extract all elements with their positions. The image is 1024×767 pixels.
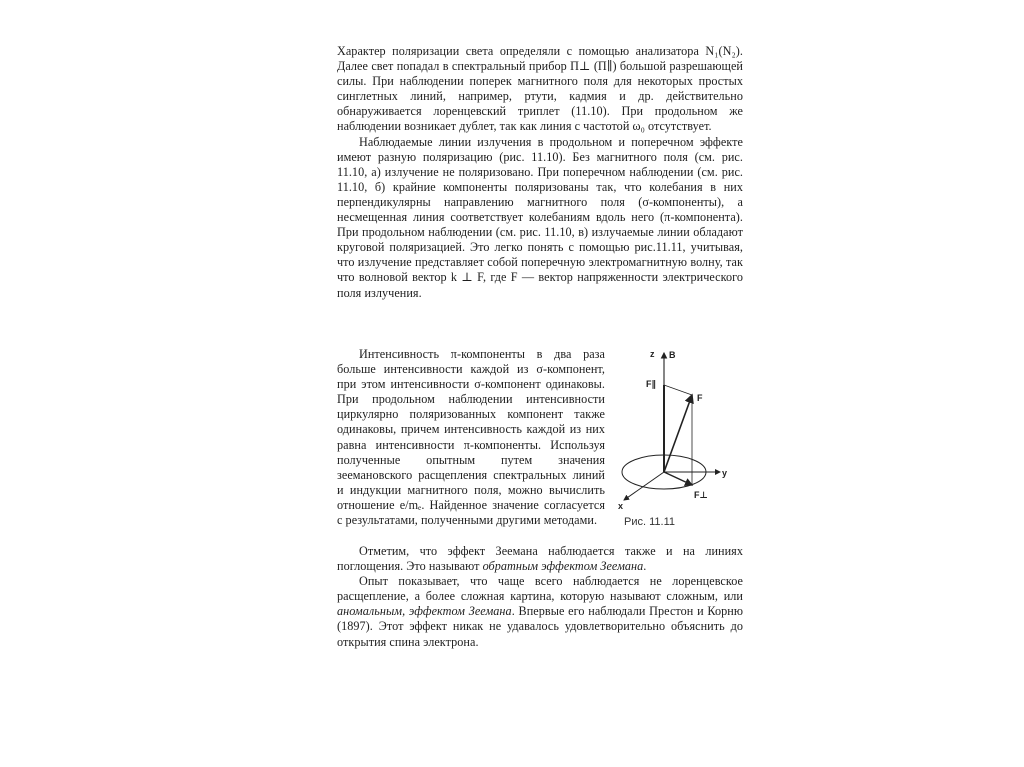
label-B: B bbox=[669, 350, 676, 360]
anomalous-effect-end: . Впервые его наблюдали Престон и Корню (1897). Этот эффект никак не удавалось удовлетворительно объяснить до открытия спина электрона. bbox=[337, 604, 744, 649]
vector-diagram bbox=[600, 345, 750, 515]
inverse-effect-text: Отметим, что эффект Зеемана наблюдается также и на линиях поглощения. Это называют bbox=[337, 544, 743, 574]
f-perp-vector bbox=[664, 472, 692, 485]
text-block-top bbox=[337, 44, 743, 301]
paragraph-emission-lines: Наблюдаемые линии излучения в продольном и поперечном эффекте имеют разную поляризацию (рис. 11.10). Без магнитного поля (см. рис. 11.10, а) излучение не поляризовано. При поперечном наблюдении (см. рис. 11.10, б) крайние компоненты поляризованы так, что колебания в них перпендикулярны направлению магнитного поля (σ-компоненты), а несмещенная линия соответствует колебаниям вдоль него (π-компонента). При продольном наблюдении (см. рис. 11.10, в) излучаемые линии обладают круговой поляризацией. Это легко понять с помощью рис.11.11, учитывая, что излучение представляет собой поперечную электромагнитную волну, так что волновой вектор k ⊥ F, где F — вектор напряженности электрического поля излучения. bbox=[337, 134, 743, 300]
inverse-effect-end: . bbox=[643, 559, 647, 574]
paragraph-inverse-effect bbox=[337, 544, 743, 574]
paragraph-anomalous-effect bbox=[337, 574, 743, 649]
helper-line-top bbox=[664, 385, 692, 395]
label-F-parallel: F∥ bbox=[646, 379, 656, 389]
label-x: x bbox=[618, 501, 624, 511]
x-axis bbox=[624, 472, 664, 500]
figure-caption: Рис. 11.11 bbox=[624, 516, 675, 528]
text-block-intensity bbox=[337, 347, 605, 528]
label-z: z bbox=[650, 349, 655, 359]
anomalous-effect-term: аномальным, эффектом Зеемана bbox=[337, 604, 512, 619]
text-block-bottom bbox=[337, 544, 743, 650]
paragraph-polarization-analysis: Характер поляризации света определяли с помощью анализатора N₁(N₂). Далее свет попадал в спектральный прибор П⊥ (П∥) большой разрешающей силы. При наблюдении поперек магнитного поля для некоторых простых синглетных линий, например, ртути, кадмия и др. действительно обнаруживается лоренцевский триплет (11.10). При продольном же наблюдении возникает дублет, так как линия с частотой ω₀ отсутствует. bbox=[337, 44, 743, 134]
label-F-perp: F⊥ bbox=[694, 490, 708, 500]
anomalous-effect-text: Опыт показывает, что чаще всего наблюдается не лоренцевское расщепление, а более сложная картина, которую называют сложным, или bbox=[337, 574, 743, 604]
paragraph-intensity: Интенсивность π-компоненты в два раза больше интенсивности каждой из σ-компонент, при этом интенсивности σ-компонент одинаковы. При продольном наблюдении интенсивности циркулярно поляризованных компонент также одинаковы, причем интенсивность каждой из них равна интенсивности π-компоненты. Используя полученные опытным путем значения зеемановского расщепления спектральных линий и индукции магнитного поля, можно вычислить отношение e/mₑ. Найденное значение согласуется с результатами, полученными другими методами. bbox=[337, 347, 605, 528]
label-F: F bbox=[697, 393, 703, 403]
figure-11-11 bbox=[600, 345, 750, 515]
f-vector bbox=[664, 395, 692, 472]
inverse-effect-term: обратным эффектом Зеемана bbox=[482, 559, 644, 574]
label-y: y bbox=[722, 468, 728, 478]
